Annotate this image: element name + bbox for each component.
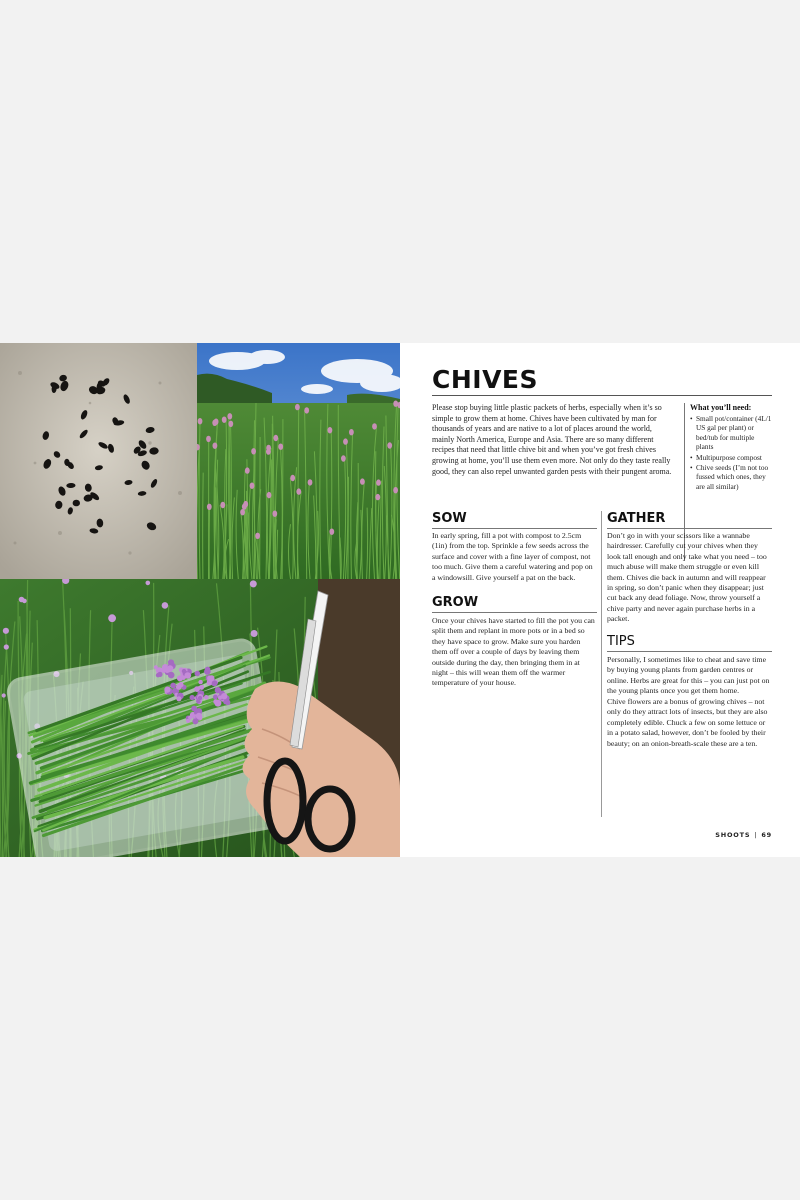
- tips-heading: TIPS: [607, 634, 772, 652]
- chive-seeds-photo: [0, 343, 197, 579]
- grow-heading: GROW: [432, 595, 597, 613]
- gather-heading: GATHER: [607, 511, 772, 529]
- page-footer: [572, 831, 772, 839]
- grow-text: Once your chives have started to fill the pot you can split them and replant in more pots or in a bed so they have space to grow. Make sure you harden them off over a couple of days by leaving them outside during the day, then bringing them in at night – this will wean them off the warmer temperature of your house.: [432, 616, 595, 688]
- need-item: • Multipurpose compost: [690, 453, 772, 462]
- tips-text-2: Chive flowers are a bonus of growing chives – not only do they attract lots of insects, but they are also completely edible. Chuck a few on some lettuce or in a potato salad, however, don’t be fooled by their beauty; on an onion-breath-scale these are a ten.: [607, 697, 768, 748]
- need-item: • Small pot/container (4L/1 US gal per plant) or bed/tub for multiple plants: [690, 414, 772, 452]
- page-title: CHIVES: [432, 365, 539, 394]
- page-number: 69: [761, 831, 772, 839]
- sow-text: In early spring, fill a pot with compost to 2.5cm (1in) from the top. Sprinkle a few seeds across the surface and cover with a fine layer of compost, not too much. Give them a careful watering and pop on a windowsill. Give yourself a pat on the back.: [432, 531, 593, 582]
- need-item: • Chive seeds (I’m not too fussed which ones, they are all similar): [690, 463, 772, 491]
- harvested-chives-photo: [0, 579, 400, 857]
- photo-page: [0, 343, 400, 857]
- sow-heading: SOW: [432, 511, 597, 529]
- intro-paragraph: Please stop buying little plastic packets of herbs, especially when it’s so simple to grow them at home. Chives have been cultivated by man for thousands of years and are native to a lot of places around the world, mainly North America, Europe and Asia. There are so many different recipes that need that little chive bit and when you’ve got fresh chives growing at home, you’ll use them even more. Not only do they taste really good, they can also repel unwanted garden pests with their pungent aroma.: [432, 403, 672, 476]
- what-youll-need-title: What you’ll need:: [690, 403, 752, 412]
- chive-field-photo: [197, 343, 400, 579]
- what-youll-need-list: [690, 414, 772, 491]
- gather-text: Don’t go in with your scissors like a wannabe hairdresser. Carefully cut your chives when they look tall enough and only take what you need – too much abuse will make them struggle or even kill them. Chives die back in autumn and will reappear in spring, so don’t panic when they disappear; just cut back any dead foliage. Now, throw yourself a chive party and never again purchase herbs in a packet.: [607, 531, 767, 624]
- section-name: SHOOTS: [715, 831, 751, 839]
- column-divider: [601, 511, 602, 817]
- book-spread: [0, 343, 800, 857]
- folio-separator: |: [754, 831, 758, 839]
- tips-text-1: Personally, I sometimes like to cheat and save time by buying young plants from garden centres or online. Herbs are great for this – you can just pot on the young plants once you get them home.: [607, 655, 770, 696]
- text-page: [400, 343, 800, 857]
- title-rule: [432, 395, 772, 396]
